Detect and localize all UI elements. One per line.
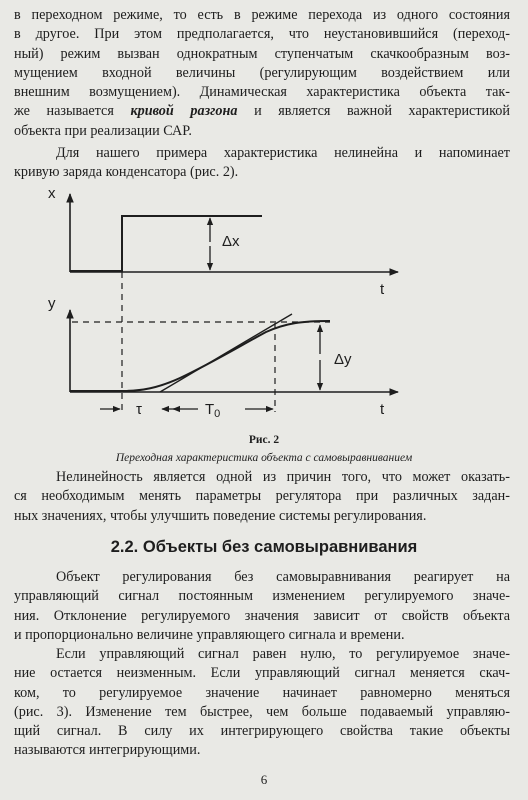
intro-paragraph [14, 6, 510, 141]
delta-y-label: Δy [334, 351, 352, 368]
bottom-axis-label: y [48, 295, 56, 312]
non-self-regulating-paragraph [14, 568, 510, 645]
text-line: объекта при реализации САР. [14, 122, 192, 139]
text-line: в другое. При этом предполагается, что неустановившийся (переход- [14, 26, 510, 43]
text-fragment: же называется [14, 103, 131, 120]
text-fragment: и является важной характеристикой [237, 103, 510, 120]
text-line: (рис. 3). Изменение тем быстрее, чем больше подаваемый управляю- [14, 703, 510, 720]
figure-title: Переходная характеристика объекта с самовыравниванием [115, 452, 413, 464]
integrating-objects-paragraph [14, 645, 510, 761]
text-line: Нелинейность является одной из причин того, что может оказать- [56, 469, 510, 485]
text-line: управляющий сигнал постоянным изменением регулируемого значе- [14, 588, 510, 605]
transient-response-figure [30, 180, 430, 430]
text-line: внешним возмущением). Динамическая характеристика объекта так- [14, 84, 510, 101]
top-time-label: t [380, 281, 385, 298]
text-line: ся необходимым менять параметры регулятора при различных задан- [14, 488, 510, 505]
text-line: Объект регулирования без самовыравнивания реагирует на [56, 569, 510, 585]
section-heading: 2.2. Объекты без самовыравнивания [110, 538, 418, 556]
text-line: ных значениях, чтобы улучшить поведение системы регулирования. [14, 507, 427, 524]
t0-label: $T_0$ [205, 401, 221, 420]
text-line [14, 102, 510, 121]
text-line: Для нашего примера характеристика нелинейна и напоминает [56, 145, 510, 161]
tau-label: τ [136, 401, 142, 418]
text-line: в переходном режиме, то есть в режиме перехода из одного состояния [14, 7, 510, 23]
text-line: щий сигнал. В силу их интегрирующего свойства такие объекты [14, 723, 510, 740]
text-line: ния. Отклонение регулируемого значения зависит от свойств объекта [14, 607, 510, 624]
figure-number: Рис. 2 [248, 434, 280, 446]
text-line: и пропорционально величине управляющего сигнала и времени. [14, 626, 405, 643]
page-number: 6 [260, 772, 268, 787]
tangent-line [160, 314, 292, 392]
text-line: Если управляющий сигнал равен нулю, то регулируемое значе- [56, 646, 510, 662]
text-line: мущением входной величины (регулирующим воздействием или [14, 64, 510, 81]
text-line: кривую заряда конденсатора (рис. 2). [14, 164, 239, 181]
delta-x-label: Δx [222, 233, 240, 250]
bottom-time-label: t [380, 401, 385, 418]
nonlinearity-paragraph [14, 468, 510, 526]
text-line: ком, то регулируемое значение начинает равномерно меняться [14, 684, 510, 701]
term-emphasis: кривой разгона [130, 103, 238, 120]
response-curve [70, 321, 330, 391]
text-line: ный) режим вызван однократным ступенчатым скачкообразным воз- [14, 45, 510, 62]
text-line: ние остается неизменным. Если управляющий сигнал меняется скач- [14, 665, 510, 682]
text-line: называются интегрирующими. [14, 742, 201, 759]
top-axis-label: x [48, 185, 56, 202]
example-paragraph [14, 144, 510, 183]
